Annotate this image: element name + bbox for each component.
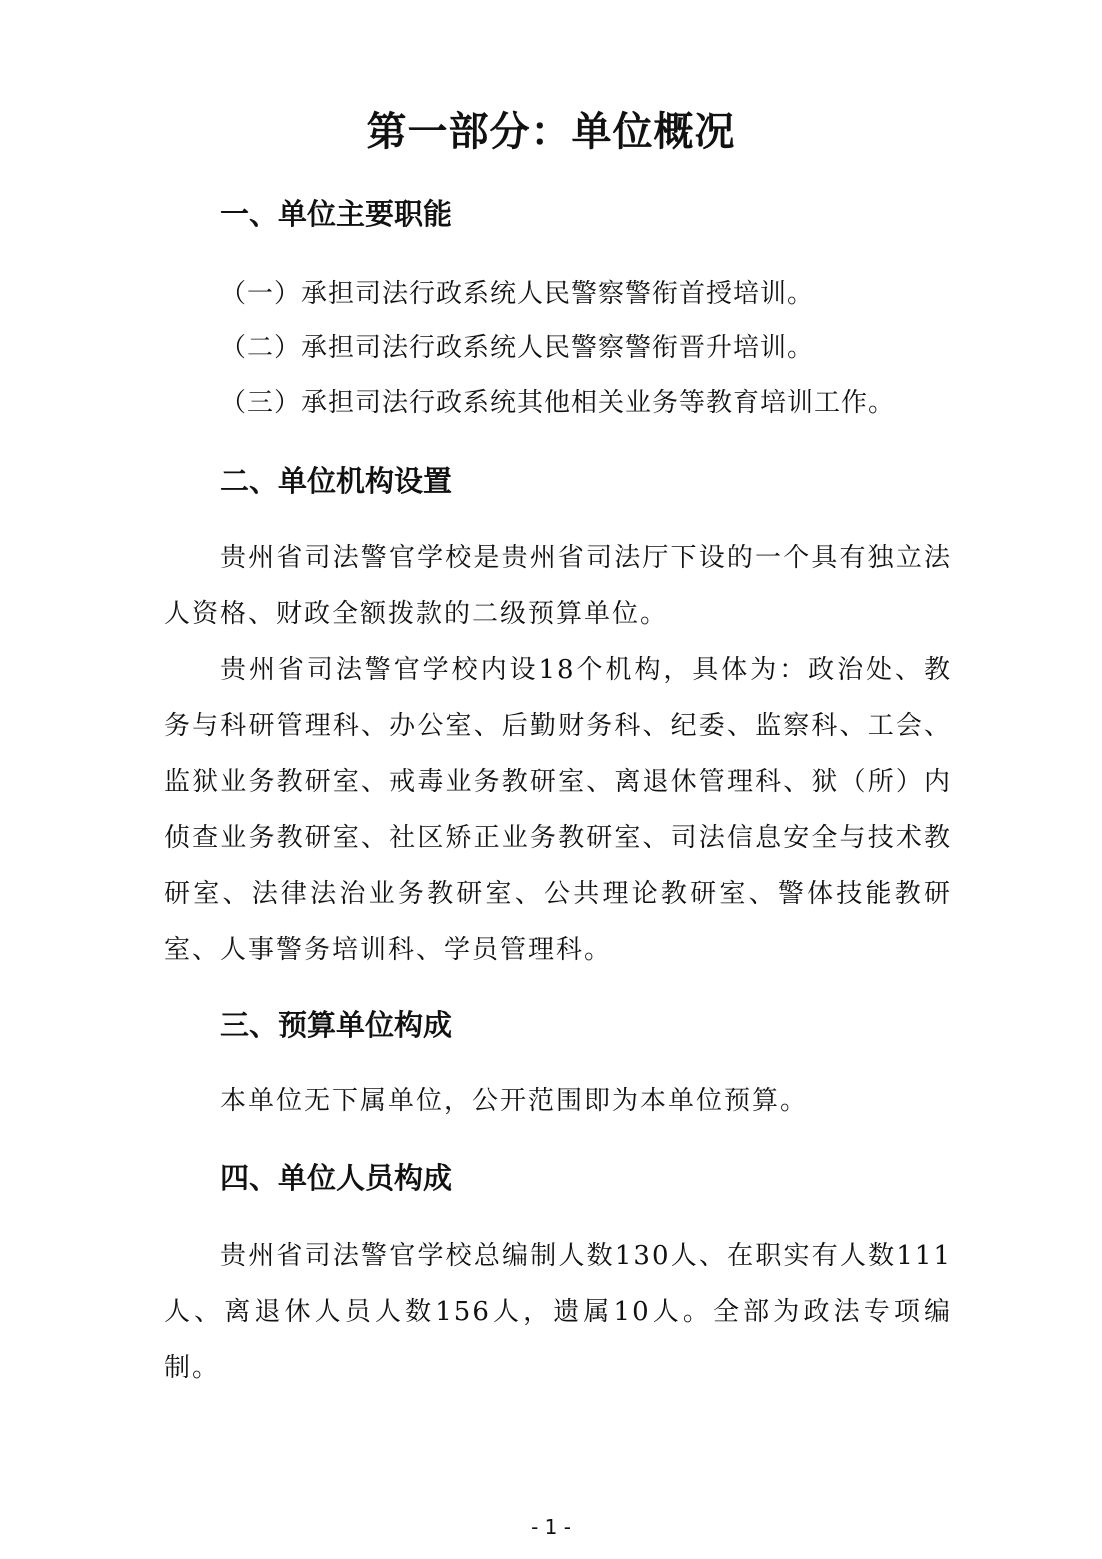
section-heading-personnel: 四、单位人员构成 (220, 1161, 453, 1195)
function-item-1: （一）承担司法行政系统人民警察警衔首授培训。 (220, 279, 815, 309)
section-heading-budget-units: 三、预算单位构成 (220, 1008, 453, 1042)
page-number: - 1 - (531, 1515, 571, 1539)
function-item-3: （三）承担司法行政系统其他相关业务等教育培训工作。 (220, 388, 896, 418)
budget-units-paragraph: 本单位无下属单位，公开范围即为本单位预算。 (220, 1086, 809, 1116)
function-item-2: （二）承担司法行政系统人民警察警衔晋升培训。 (220, 333, 815, 363)
section-heading-structure: 二、单位机构设置 (220, 464, 453, 498)
section-heading-functions: 一、单位主要职能 (220, 197, 453, 231)
structure-paragraph-2: 贵州省司法警官学校内设18个机构，具体为：政治处、教务与科研管理科、办公室、后勤财务科、纪委、监察科、工会、监狱业务教研室、戒毒业务教研室、离退休管理科、狱（所）内侦查业务教研室、社区矫正业务教研室、司法信息安全与技术教研室、法律法治业务教研室、公共理论教研室、警体技能教研室、人事警务培训科、学员管理科。 (164, 655, 952, 965)
structure-paragraph-1: 贵州省司法警官学校是贵州省司法厅下设的一个具有独立法人资格、财政全额拨款的二级预算单位。 (164, 543, 952, 629)
page-title: 第一部分：单位概况 (366, 109, 736, 155)
personnel-paragraph: 贵州省司法警官学校总编制人数130人、在职实有人数111人、离退休人员人数156人，遗属10人。全部为政法专项编制。 (164, 1241, 952, 1383)
